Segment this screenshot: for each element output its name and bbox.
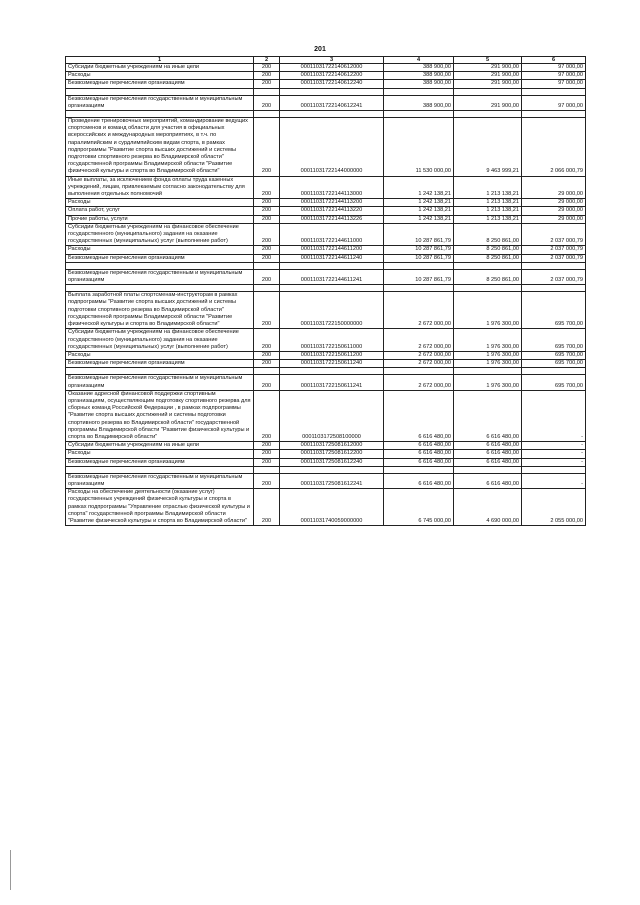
table-row bbox=[66, 351, 586, 359]
row-value6-cell: 695 700,00 bbox=[522, 375, 586, 390]
spacer-cell bbox=[522, 368, 586, 375]
row-code-cell: 200 bbox=[254, 176, 280, 199]
table-row bbox=[66, 360, 586, 368]
header-cell: 6 bbox=[522, 57, 586, 64]
row-value6-cell: - bbox=[522, 473, 586, 488]
row-value5-cell: 291 900,00 bbox=[454, 72, 522, 80]
row-value6-cell: 2 037 000,79 bbox=[522, 223, 586, 246]
row-name-cell: Оказание адресной финансовой поддержки спортивным организациям, осуществляющим подготовку спортивного резерва для сборных команд Российской Федерации , в рамках подпрограммы "Развитие спорта высших достижений и системы подготовки спортивного резерва во Владимирской области" государственной программы Владимирской области "Развитие физической культуры и спорта во Владимирской области" bbox=[66, 390, 254, 441]
row-value5-cell: 8 250 861,00 bbox=[454, 269, 522, 284]
table-row bbox=[66, 80, 586, 88]
row-kbk-cell: 00011031722140612241 bbox=[280, 95, 384, 110]
spacer-cell bbox=[280, 285, 384, 292]
row-kbk-cell: 00011031725081612240 bbox=[280, 458, 384, 466]
header-cell: 4 bbox=[384, 57, 454, 64]
spacer-cell bbox=[384, 466, 454, 473]
row-name-cell: Субсидии бюджетным учреждениям на иные цели bbox=[66, 442, 254, 450]
row-value5-cell: 8 250 861,00 bbox=[454, 246, 522, 254]
row-name-cell: Расходы на обеспечение деятельности (оказание услуг) государственных учреждений физической культуры и спорта в рамках подпрограммы "Управление отраслью физической культуры и спорта" государственной программы Владимирской области "Развитие физической культуры и спорта во Владимирской области" bbox=[66, 489, 254, 526]
row-name-cell: Оплата работ, услуг bbox=[66, 207, 254, 215]
row-kbk-cell: 00011031722150000000 bbox=[280, 292, 384, 329]
row-code-cell: 200 bbox=[254, 351, 280, 359]
budget-table bbox=[65, 56, 586, 526]
spacer-row bbox=[66, 88, 586, 95]
row-value5-cell: 1 213 138,21 bbox=[454, 176, 522, 199]
table-row bbox=[66, 207, 586, 215]
table-row bbox=[66, 292, 586, 329]
row-value5-cell: 291 900,00 bbox=[454, 64, 522, 72]
spacer-row bbox=[66, 262, 586, 269]
row-value4-cell: 6 616 480,00 bbox=[384, 450, 454, 458]
row-value5-cell: 4 690 000,00 bbox=[454, 489, 522, 526]
row-name-cell: Безвозмездные перечисления организациям bbox=[66, 458, 254, 466]
row-value6-cell: 2 037 000,79 bbox=[522, 246, 586, 254]
table-row bbox=[66, 473, 586, 488]
row-value4-cell: 388 900,00 bbox=[384, 72, 454, 80]
spacer-cell bbox=[280, 466, 384, 473]
row-value5-cell: 9 463 999,21 bbox=[454, 118, 522, 177]
spacer-cell bbox=[454, 368, 522, 375]
spacer-cell bbox=[254, 88, 280, 95]
row-code-cell: 200 bbox=[254, 215, 280, 223]
row-name-cell: Безвозмездные перечисления организациям bbox=[66, 360, 254, 368]
row-value4-cell: 1 242 138,21 bbox=[384, 207, 454, 215]
row-kbk-cell: 00011031722140612200 bbox=[280, 72, 384, 80]
row-name-cell: Иные выплаты, за исключением фонда оплаты труда казенных учреждений, лицам, привлекаемым согласно законодательству для выполнения отдельных полномочий bbox=[66, 176, 254, 199]
row-value6-cell: 97 000,00 bbox=[522, 72, 586, 80]
spacer-cell bbox=[280, 88, 384, 95]
spacer-cell bbox=[454, 262, 522, 269]
row-code-cell: 200 bbox=[254, 95, 280, 110]
row-name-cell: Безвозмездные перечисления государственным и муниципальным организациям bbox=[66, 269, 254, 284]
spacer-cell bbox=[254, 368, 280, 375]
header-cell: 3 bbox=[280, 57, 384, 64]
row-code-cell: 200 bbox=[254, 360, 280, 368]
header-row bbox=[66, 57, 586, 64]
table-row bbox=[66, 176, 586, 199]
spacer-cell bbox=[522, 466, 586, 473]
spacer-cell bbox=[522, 88, 586, 95]
row-name-cell: Субсидии бюджетным учреждениям на финансовое обеспечение государственного (муниципального) задания на оказание государственных (муниципальных) услуг (выполнение работ) bbox=[66, 223, 254, 246]
row-code-cell: 200 bbox=[254, 473, 280, 488]
table-row bbox=[66, 118, 586, 177]
row-value6-cell: - bbox=[522, 450, 586, 458]
row-code-cell: 200 bbox=[254, 199, 280, 207]
table-row bbox=[66, 458, 586, 466]
row-code-cell: 200 bbox=[254, 489, 280, 526]
spacer-cell bbox=[254, 262, 280, 269]
row-code-cell: 200 bbox=[254, 269, 280, 284]
spacer-cell bbox=[522, 262, 586, 269]
row-name-cell: Безвозмездные перечисления государственным и муниципальным организациям bbox=[66, 95, 254, 110]
page-number: 201 bbox=[314, 46, 326, 53]
row-kbk-cell: 00011031722150611200 bbox=[280, 351, 384, 359]
row-name-cell: Субсидии бюджетным учреждениям на иные цели bbox=[66, 64, 254, 72]
row-name-cell: Проведение тренировочных мероприятий, командирование ведущих спортсменов и команд области для участия в официальных всероссийских и международных мероприятиях, в т.ч. по паралимпийским и сурдлимпийским видам спорта, в рамках подпрограммы "Развитие спорта высших достижений и системы подготовки спортивного резерва во Владимирской области" государственной программы Владимирской области "Развитие физической культуры и спорта во Владимирской области" bbox=[66, 118, 254, 177]
row-value6-cell: 695 700,00 bbox=[522, 351, 586, 359]
row-code-cell: 200 bbox=[254, 329, 280, 352]
spacer-cell bbox=[522, 285, 586, 292]
row-value6-cell: 29 000,00 bbox=[522, 199, 586, 207]
spacer-cell bbox=[522, 111, 586, 118]
row-value6-cell: 695 700,00 bbox=[522, 292, 586, 329]
spacer-cell bbox=[384, 111, 454, 118]
row-value5-cell: 1 976 300,00 bbox=[454, 351, 522, 359]
row-kbk-cell: 00011031722140612000 bbox=[280, 64, 384, 72]
spacer-cell bbox=[454, 111, 522, 118]
row-value6-cell: 695 700,00 bbox=[522, 360, 586, 368]
row-value6-cell: 2 066 000,79 bbox=[522, 118, 586, 177]
row-kbk-cell: 00011031722144611241 bbox=[280, 269, 384, 284]
spacer-cell bbox=[454, 285, 522, 292]
row-value6-cell: 29 000,00 bbox=[522, 215, 586, 223]
row-value5-cell: 291 900,00 bbox=[454, 80, 522, 88]
row-code-cell: 200 bbox=[254, 458, 280, 466]
table-row bbox=[66, 223, 586, 246]
row-value4-cell: 10 287 861,79 bbox=[384, 246, 454, 254]
row-kbk-cell: 00011031722144000000 bbox=[280, 118, 384, 177]
row-value4-cell: 1 242 138,21 bbox=[384, 199, 454, 207]
spacer-cell bbox=[280, 262, 384, 269]
row-value4-cell: 388 900,00 bbox=[384, 95, 454, 110]
row-value4-cell: 2 672 000,00 bbox=[384, 375, 454, 390]
row-value5-cell: 8 250 861,00 bbox=[454, 223, 522, 246]
row-value4-cell: 10 287 861,79 bbox=[384, 269, 454, 284]
spacer-cell bbox=[254, 285, 280, 292]
row-value4-cell: 388 900,00 bbox=[384, 64, 454, 72]
row-value4-cell: 6 616 480,00 bbox=[384, 442, 454, 450]
row-value5-cell: 6 616 480,00 bbox=[454, 390, 522, 441]
row-kbk-cell: 00011031725081612200 bbox=[280, 450, 384, 458]
row-code-cell: 200 bbox=[254, 292, 280, 329]
row-value4-cell: 6 745 000,00 bbox=[384, 489, 454, 526]
spacer-cell bbox=[384, 88, 454, 95]
row-value5-cell: 291 900,00 bbox=[454, 95, 522, 110]
row-name-cell: Безвозмездные перечисления организациям bbox=[66, 254, 254, 262]
row-code-cell: 200 bbox=[254, 80, 280, 88]
row-value6-cell: - bbox=[522, 390, 586, 441]
row-name-cell: Расходы bbox=[66, 450, 254, 458]
row-code-cell: 200 bbox=[254, 254, 280, 262]
row-value6-cell: 2 037 000,79 bbox=[522, 254, 586, 262]
header-cell: 1 bbox=[66, 57, 254, 64]
table-row bbox=[66, 199, 586, 207]
row-code-cell: 200 bbox=[254, 64, 280, 72]
row-value6-cell: 97 000,00 bbox=[522, 80, 586, 88]
row-value4-cell: 1 242 138,21 bbox=[384, 176, 454, 199]
row-value5-cell: 8 250 861,00 bbox=[454, 254, 522, 262]
row-code-cell: 200 bbox=[254, 390, 280, 441]
table-row bbox=[66, 450, 586, 458]
row-name-cell: Прочие работы, услуги bbox=[66, 215, 254, 223]
row-value4-cell: 2 672 000,00 bbox=[384, 329, 454, 352]
row-value5-cell: 1 976 300,00 bbox=[454, 292, 522, 329]
spacer-cell bbox=[384, 262, 454, 269]
table-row bbox=[66, 246, 586, 254]
table-row bbox=[66, 215, 586, 223]
row-value4-cell: 388 900,00 bbox=[384, 80, 454, 88]
spacer-row bbox=[66, 466, 586, 473]
row-value4-cell: 2 672 000,00 bbox=[384, 351, 454, 359]
spacer-row bbox=[66, 368, 586, 375]
spacer-cell bbox=[280, 368, 384, 375]
spacer-cell bbox=[254, 111, 280, 118]
row-kbk-cell: 00011031722144611240 bbox=[280, 254, 384, 262]
row-name-cell: Расходы bbox=[66, 72, 254, 80]
row-code-cell: 200 bbox=[254, 207, 280, 215]
row-value6-cell: 2 055 000,00 bbox=[522, 489, 586, 526]
row-value4-cell: 10 287 861,79 bbox=[384, 254, 454, 262]
row-name-cell: Безвозмездные перечисления государственным и муниципальным организациям bbox=[66, 473, 254, 488]
row-kbk-cell: 00011031722150611241 bbox=[280, 375, 384, 390]
table-row bbox=[66, 489, 586, 526]
row-code-cell: 200 bbox=[254, 72, 280, 80]
table-row bbox=[66, 72, 586, 80]
row-value6-cell: - bbox=[522, 442, 586, 450]
row-kbk-cell: 00011031722144113200 bbox=[280, 199, 384, 207]
row-value6-cell: 695 700,00 bbox=[522, 329, 586, 352]
row-name-cell: Расходы bbox=[66, 351, 254, 359]
row-kbk-cell: 00011031722144611200 bbox=[280, 246, 384, 254]
table-row bbox=[66, 329, 586, 352]
row-code-cell: 200 bbox=[254, 246, 280, 254]
spacer-cell bbox=[66, 466, 254, 473]
header-cell: 5 bbox=[454, 57, 522, 64]
spacer-cell bbox=[66, 262, 254, 269]
row-code-cell: 200 bbox=[254, 375, 280, 390]
row-value6-cell: 97 000,00 bbox=[522, 95, 586, 110]
table-row bbox=[66, 442, 586, 450]
row-value5-cell: 6 616 480,00 bbox=[454, 473, 522, 488]
row-value4-cell: 2 672 000,00 bbox=[384, 360, 454, 368]
spacer-cell bbox=[66, 368, 254, 375]
table-row bbox=[66, 95, 586, 110]
scan-margin-mark bbox=[10, 850, 11, 890]
row-value4-cell: 2 672 000,00 bbox=[384, 292, 454, 329]
row-kbk-cell: 00011031722144611000 bbox=[280, 223, 384, 246]
spacer-cell bbox=[454, 88, 522, 95]
table-row bbox=[66, 375, 586, 390]
table-row bbox=[66, 64, 586, 72]
spacer-cell bbox=[66, 88, 254, 95]
row-value6-cell: 97 000,00 bbox=[522, 64, 586, 72]
row-value5-cell: 1 976 300,00 bbox=[454, 360, 522, 368]
row-value6-cell: 2 037 000,79 bbox=[522, 269, 586, 284]
row-kbk-cell: 00011031722144113220 bbox=[280, 207, 384, 215]
row-code-cell: 200 bbox=[254, 442, 280, 450]
row-name-cell: Субсидии бюджетным учреждениям на финансовое обеспечение государственного (муниципального) задания на оказание государственных (муниципальных) услуг (выполнение работ) bbox=[66, 329, 254, 352]
row-value5-cell: 1 213 138,21 bbox=[454, 207, 522, 215]
row-name-cell: Безвозмездные перечисления организациям bbox=[66, 80, 254, 88]
row-kbk-cell: 00011031725081612241 bbox=[280, 473, 384, 488]
row-value6-cell: 29 000,00 bbox=[522, 176, 586, 199]
spacer-cell bbox=[454, 466, 522, 473]
row-value5-cell: 1 213 138,21 bbox=[454, 215, 522, 223]
row-value5-cell: 1 213 138,21 bbox=[454, 199, 522, 207]
row-code-cell: 200 bbox=[254, 223, 280, 246]
row-kbk-cell: 00011031740059000000 bbox=[280, 489, 384, 526]
row-kbk-cell: 00011031722144113000 bbox=[280, 176, 384, 199]
row-kbk-cell: 00011031722140612240 bbox=[280, 80, 384, 88]
row-value5-cell: 1 976 300,00 bbox=[454, 375, 522, 390]
row-value5-cell: 6 616 480,00 bbox=[454, 442, 522, 450]
row-name-cell: Расходы bbox=[66, 246, 254, 254]
spacer-row bbox=[66, 111, 586, 118]
row-value5-cell: 1 976 300,00 bbox=[454, 329, 522, 352]
row-kbk-cell: 00011031722150611240 bbox=[280, 360, 384, 368]
row-value4-cell: 6 616 480,00 bbox=[384, 473, 454, 488]
spacer-cell bbox=[280, 111, 384, 118]
row-name-cell: Безвозмездные перечисления государственным и муниципальным организациям bbox=[66, 375, 254, 390]
spacer-cell bbox=[384, 285, 454, 292]
row-value5-cell: 6 616 480,00 bbox=[454, 450, 522, 458]
spacer-row bbox=[66, 285, 586, 292]
spacer-cell bbox=[254, 466, 280, 473]
row-value4-cell: 11 530 000,00 bbox=[384, 118, 454, 177]
row-value4-cell: 10 287 861,79 bbox=[384, 223, 454, 246]
row-value4-cell: 1 242 138,21 bbox=[384, 215, 454, 223]
row-kbk-cell: 00011031725081612000 bbox=[280, 442, 384, 450]
table-row bbox=[66, 269, 586, 284]
row-value6-cell: 29 000,00 bbox=[522, 207, 586, 215]
row-kbk-cell: 0001103172508100000 bbox=[280, 390, 384, 441]
row-code-cell: 200 bbox=[254, 118, 280, 177]
row-kbk-cell: 00011031722150611000 bbox=[280, 329, 384, 352]
row-name-cell: Расходы bbox=[66, 199, 254, 207]
row-name-cell: Выплата заработной платы спортсменам-инструкторам в рамках подпрограммы "Развитие спорта высших достижений и системы подготовки спортивного резерва во Владимирской области" государственной программы Владимирской области "Развитие физической культуры и спорта во Владимирской области" bbox=[66, 292, 254, 329]
spacer-cell bbox=[66, 111, 254, 118]
spacer-cell bbox=[66, 285, 254, 292]
row-value4-cell: 6 616 480,00 bbox=[384, 390, 454, 441]
row-code-cell: 200 bbox=[254, 450, 280, 458]
header-cell: 2 bbox=[254, 57, 280, 64]
table-row bbox=[66, 390, 586, 441]
spacer-cell bbox=[384, 368, 454, 375]
row-kbk-cell: 00011031722144113226 bbox=[280, 215, 384, 223]
row-value6-cell: - bbox=[522, 458, 586, 466]
table-row bbox=[66, 254, 586, 262]
row-value5-cell: 6 616 480,00 bbox=[454, 458, 522, 466]
row-value4-cell: 6 616 480,00 bbox=[384, 458, 454, 466]
